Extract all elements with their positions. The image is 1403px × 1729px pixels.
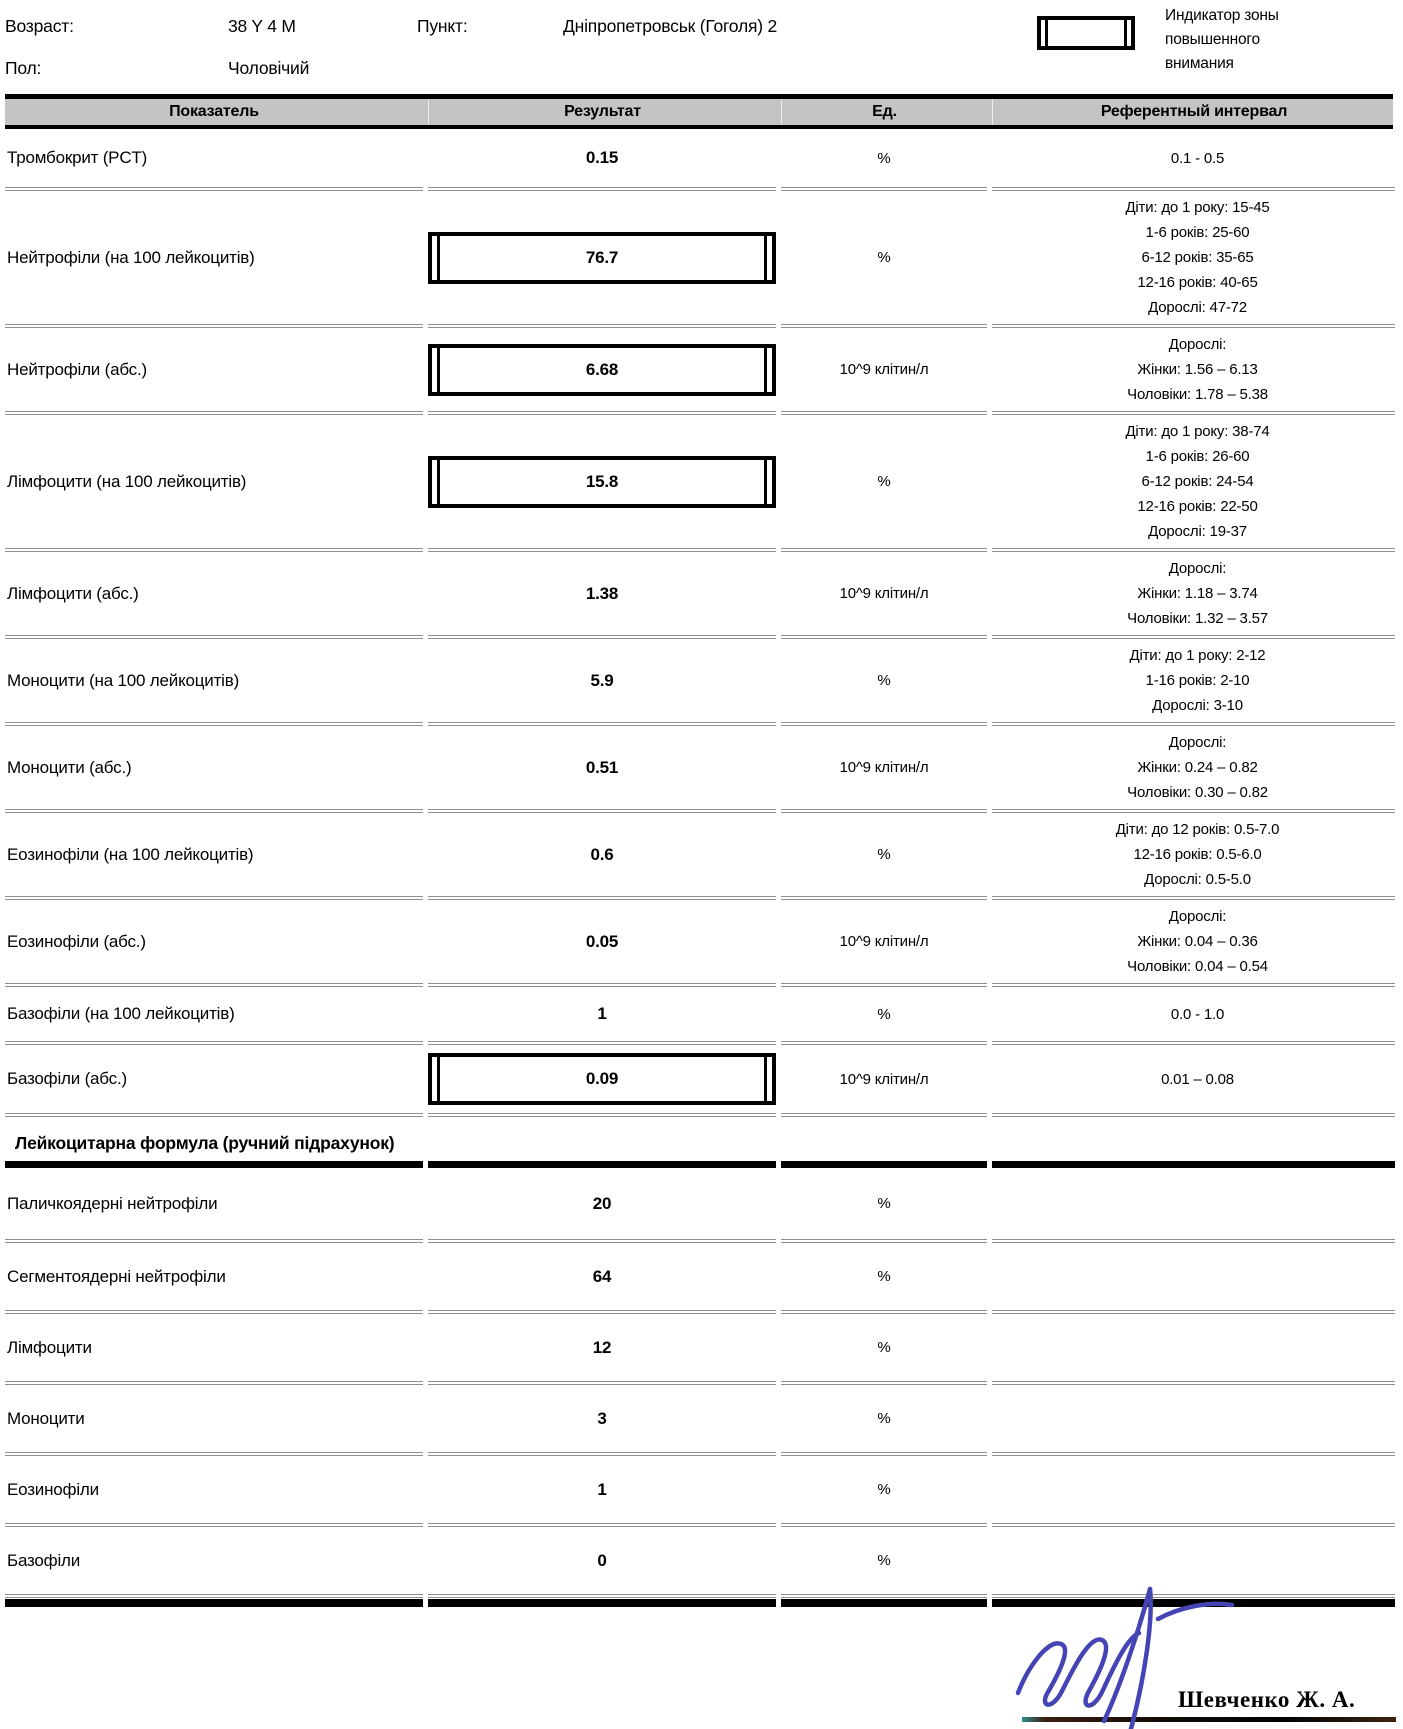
reference-interval <box>992 187 1395 324</box>
unit: % <box>877 1552 891 1569</box>
table-row <box>5 722 1393 809</box>
parameter-name: Еозинофіли <box>7 1479 99 1499</box>
manual-count-table <box>5 1168 1393 1594</box>
table-row <box>5 896 1393 983</box>
unit: 10^9 клітин/л <box>839 759 929 776</box>
table-row <box>5 411 1393 548</box>
signature-block <box>0 1564 1403 1729</box>
reference-line: Дорослі: <box>1168 560 1227 577</box>
doctor-name: Шевченко Ж. А. <box>1178 1687 1356 1712</box>
reference-line: Діти: до 1 року: 2-12 <box>1129 647 1266 664</box>
result-cell <box>428 456 776 508</box>
reference-interval <box>992 1310 1395 1381</box>
reference-interval <box>992 1381 1395 1452</box>
unit: % <box>877 1005 891 1023</box>
result-cell <box>428 758 776 778</box>
unit: % <box>877 846 891 863</box>
result-cell <box>428 1194 776 1214</box>
result-cell <box>428 232 776 284</box>
column-header-result: Результат <box>428 99 776 125</box>
result-value: 20 <box>592 1193 612 1213</box>
result-cell <box>428 584 776 604</box>
unit: % <box>877 473 891 490</box>
reference-line: Дорослі: 47-72 <box>1148 299 1247 316</box>
table-row <box>5 1381 1393 1452</box>
reference-line: Чоловіки: 1.32 – 3.57 <box>1127 610 1268 627</box>
table-row <box>5 187 1393 324</box>
unit: % <box>877 1195 891 1212</box>
reference-line: 6-12 років: 35-65 <box>1141 249 1254 266</box>
reference-line: Дорослі: 3-10 <box>1152 697 1243 714</box>
unit: % <box>877 672 891 689</box>
unit: % <box>877 1268 891 1285</box>
result-cell <box>428 1053 776 1105</box>
legend-line: повышенного <box>1165 31 1260 48</box>
parameter-name: Моноцити (на 100 лейкоцитів) <box>7 670 240 690</box>
unit: % <box>877 1339 891 1356</box>
reference-interval <box>992 983 1395 1041</box>
result-cell <box>428 1004 776 1024</box>
table-row <box>5 1452 1393 1523</box>
parameter-name: Лімфоцити <box>7 1337 92 1357</box>
reference-line: 1-16 років: 2-10 <box>1145 672 1250 689</box>
reference-line: 0.01 – 0.08 <box>1161 1070 1234 1088</box>
unit: % <box>877 249 891 266</box>
unit: % <box>877 149 891 167</box>
result-cell <box>428 845 776 865</box>
result-value: 15.8 <box>585 471 619 491</box>
reference-line: Жінки: 0.04 – 0.36 <box>1137 933 1258 950</box>
parameter-name: Моноцити <box>7 1408 85 1428</box>
result-value: 1.38 <box>585 583 619 603</box>
reference-interval <box>992 1041 1395 1113</box>
results-table <box>5 129 1393 1113</box>
parameter-name: Еозинофіли (абс.) <box>7 931 146 951</box>
result-value: 0 <box>597 1550 607 1570</box>
legend-line: внимания <box>1165 55 1234 72</box>
reference-interval <box>992 548 1395 635</box>
reference-line: 6-12 років: 24-54 <box>1141 473 1254 490</box>
parameter-name: Базофіли (абс.) <box>7 1069 127 1088</box>
reference-line: Чоловіки: 0.04 – 0.54 <box>1127 958 1268 975</box>
unit: 10^9 клітин/л <box>839 1070 929 1088</box>
result-value: 6.68 <box>585 359 619 379</box>
parameter-name: Еозинофіли (на 100 лейкоцитів) <box>7 844 254 864</box>
reference-line: 0.0 - 1.0 <box>1170 1005 1225 1023</box>
table-row <box>5 548 1393 635</box>
reference-line: Жінки: 1.18 – 3.74 <box>1137 585 1258 602</box>
reference-line: Жінки: 0.24 – 0.82 <box>1137 759 1258 776</box>
result-value: 0.15 <box>585 148 619 167</box>
result-cell <box>428 1267 776 1287</box>
separator-line <box>5 1113 1393 1117</box>
section-title: Лейкоцитарна формула (ручний підрахунок) <box>15 1133 395 1153</box>
reference-line: 12-16 років: 40-65 <box>1137 274 1258 291</box>
table-header <box>5 94 1393 129</box>
reference-interval <box>992 129 1395 187</box>
parameter-name: Нейтрофіли (на 100 лейкоцитів) <box>7 247 255 267</box>
result-value: 0.09 <box>585 1069 619 1088</box>
reference-line: Дорослі: 19-37 <box>1148 523 1247 540</box>
reference-line: 0.1 - 0.5 <box>1170 149 1225 167</box>
reference-interval <box>992 1239 1395 1310</box>
parameter-name: Тромбокрит (PCT) <box>7 148 148 167</box>
unit: 10^9 клітин/л <box>839 933 929 950</box>
reference-line: Діти: до 1 року: 15-45 <box>1125 199 1270 216</box>
reference-line: Чоловіки: 0.30 – 0.82 <box>1127 784 1268 801</box>
reference-line: Діти: до 1 року: 38-74 <box>1125 423 1270 440</box>
reference-interval <box>992 1452 1395 1523</box>
table-row <box>5 1310 1393 1381</box>
reference-line: Діти: до 12 років: 0.5-7.0 <box>1115 821 1280 838</box>
unit: 10^9 клітин/л <box>839 361 929 378</box>
table-row <box>5 324 1393 411</box>
table-row <box>5 1168 1393 1239</box>
result-value: 0.6 <box>590 844 614 864</box>
reference-line: Дорослі: <box>1168 734 1227 751</box>
reference-interval <box>992 1168 1395 1239</box>
unit: 10^9 клітин/л <box>839 585 929 602</box>
table-row <box>5 809 1393 896</box>
reference-line: Жінки: 1.56 – 6.13 <box>1137 361 1258 378</box>
result-cell <box>428 1338 776 1358</box>
result-value: 64 <box>592 1266 612 1286</box>
reference-line: 1-6 років: 26-60 <box>1145 448 1250 465</box>
reference-line: 1-6 років: 25-60 <box>1145 224 1250 241</box>
table-row <box>5 635 1393 722</box>
result-cell <box>428 671 776 691</box>
reference-line: 12-16 років: 0.5-6.0 <box>1133 846 1262 863</box>
result-value: 3 <box>597 1408 607 1428</box>
handwritten-signature <box>1000 1575 1280 1729</box>
parameter-name: Базофіли <box>7 1550 81 1570</box>
unit: % <box>877 1481 891 1498</box>
point-label: Пункт: <box>417 16 468 36</box>
table-row <box>5 1041 1393 1113</box>
reference-line: Дорослі: <box>1168 908 1227 925</box>
reference-interval <box>992 896 1395 983</box>
point-value: Дніпропетровськ (Гоголя) 2 <box>563 16 778 36</box>
result-cell <box>428 344 776 396</box>
result-value: 76.7 <box>585 247 619 267</box>
result-cell <box>428 1480 776 1500</box>
reference-line: 12-16 років: 22-50 <box>1137 498 1258 515</box>
reference-interval <box>992 722 1395 809</box>
reference-interval <box>992 635 1395 722</box>
result-cell <box>428 1409 776 1429</box>
reference-line: Чоловіки: 1.78 – 5.38 <box>1127 386 1268 403</box>
unit: % <box>877 1410 891 1427</box>
parameter-name: Паличкоядерні нейтрофіли <box>7 1193 218 1213</box>
patient-header <box>5 0 1393 94</box>
result-value: 1 <box>597 1479 607 1499</box>
parameter-name: Сегментоядерні нейтрофіли <box>7 1266 226 1286</box>
column-header-reference: Референтный интервал <box>992 99 1395 125</box>
legend-line: Индикатор зоны <box>1165 7 1279 24</box>
age-label: Возраст: <box>5 16 74 36</box>
reference-interval <box>992 324 1395 411</box>
result-cell <box>428 932 776 952</box>
result-value: 1 <box>597 1004 607 1023</box>
column-header-unit: Ед. <box>781 99 987 125</box>
table-row <box>5 1239 1393 1310</box>
column-header-parameter: Показатель <box>169 103 259 120</box>
sex-value: Чоловічий <box>228 58 310 78</box>
result-value: 0.05 <box>585 931 619 951</box>
result-value: 0.51 <box>585 757 619 777</box>
age-value: 38 Y 4 M <box>228 16 296 36</box>
parameter-name: Нейтрофіли (абс.) <box>7 359 147 379</box>
result-value: 12 <box>592 1337 612 1357</box>
reference-line: Дорослі: <box>1168 336 1227 353</box>
parameter-name: Лімфоцити (на 100 лейкоцитів) <box>7 471 247 491</box>
table-row <box>5 129 1393 187</box>
attention-zone-legend <box>1165 4 1279 76</box>
reference-line: Дорослі: 0.5-5.0 <box>1144 871 1251 888</box>
reference-interval <box>992 411 1395 548</box>
result-cell <box>428 148 776 168</box>
reference-interval <box>992 809 1395 896</box>
table-row <box>5 983 1393 1041</box>
sex-label: Пол: <box>5 58 42 78</box>
attention-zone-indicator-icon <box>1037 16 1135 50</box>
parameter-name: Базофіли (на 100 лейкоцитів) <box>7 1004 235 1023</box>
result-value: 5.9 <box>590 670 614 690</box>
parameter-name: Моноцити (абс.) <box>7 757 132 777</box>
section-divider-line <box>5 1161 1393 1168</box>
parameter-name: Лімфоцити (абс.) <box>7 583 139 603</box>
